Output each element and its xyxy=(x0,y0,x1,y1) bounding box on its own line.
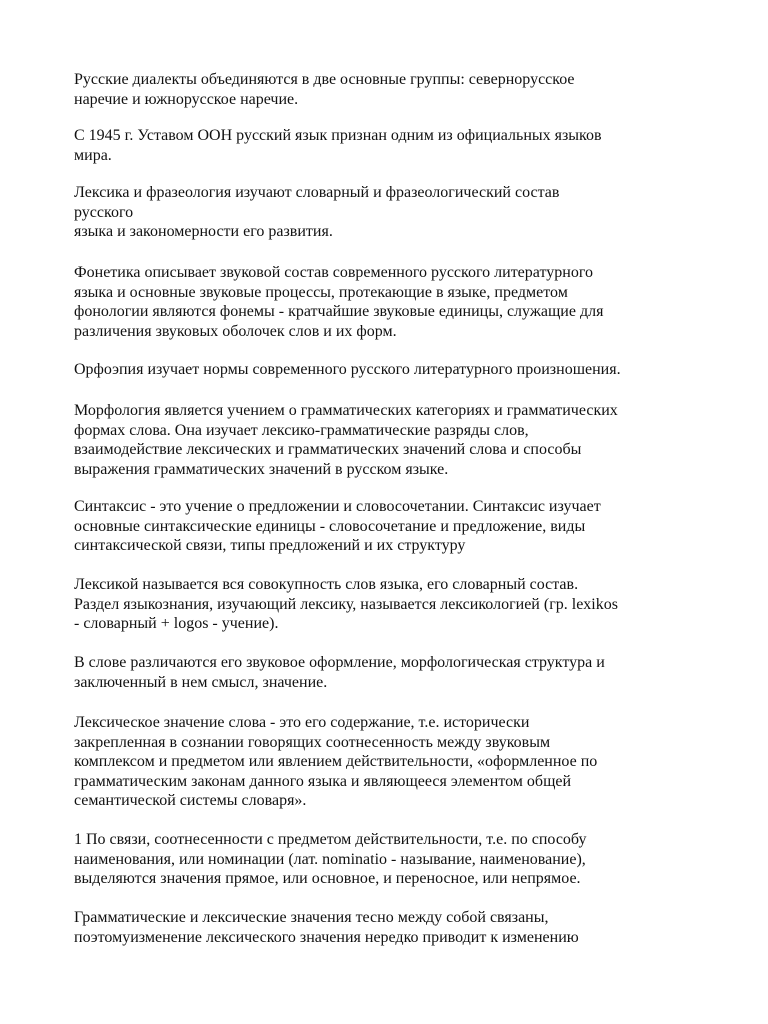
text-line: С 1945 г. Уставом ООН русский язык признан одним из официальных языков xyxy=(74,127,602,144)
paragraph xyxy=(74,497,724,556)
text-line: грамматическим законам данного языка и являющееся элементом общей xyxy=(74,772,572,790)
text-line: заключенный в нем смысл, значение. xyxy=(74,673,328,691)
text-line: синтаксической связи, типы предложений и их структуру xyxy=(74,537,466,554)
paragraph xyxy=(74,70,724,109)
paragraph xyxy=(74,126,724,165)
text-line: наименования, или номинации (лат. nominatio - называние, наименование), xyxy=(74,850,586,868)
text-line: Грамматические и лексические значения тесно между собой связаны, xyxy=(74,909,549,926)
text-line: Русские диалекты объединяются в две основные группы: севернорусское xyxy=(74,71,575,88)
text-line: фонологии являются фонемы - кратчайшие звуковые единицы, служащие для xyxy=(74,303,604,320)
text-line: языка и закономерности его развития. xyxy=(74,223,333,240)
text-line: Лексика и фразеология изучают словарный и фразеологический состав xyxy=(74,184,560,201)
text-line: Орфоэпия изучает нормы современного русского литературного произношения. xyxy=(74,361,621,378)
paragraph xyxy=(74,183,724,242)
paragraph xyxy=(74,575,724,634)
text-line: В слове различаются его звуковое оформление, морфологическая структура и xyxy=(74,654,605,671)
paragraph xyxy=(74,830,724,889)
text-line: различения звуковых оболочек слов и их форм. xyxy=(74,322,397,340)
text-line: выделяются значения прямое, или основное, и переносное, или непрямое. xyxy=(74,870,581,887)
text-line: наречие и южнорусское наречие. xyxy=(74,90,299,108)
text-line: Фонетика описывает звуковой состав современного русского литературного xyxy=(74,264,593,281)
paragraph xyxy=(74,401,724,479)
text-line: Лексикой называется вся совокупность слов языка, его словарный состав. xyxy=(74,576,579,593)
paragraph xyxy=(74,263,724,341)
text-line: комплексом и предметом или явлением действительности, «оформленное по xyxy=(74,753,598,770)
text-line: Лексическое значение слова - это его содержание, т.е. исторически xyxy=(74,714,530,731)
text-line: Синтаксис - это учение о предложении и словосочетании. Синтаксис изучает xyxy=(74,498,601,515)
text-line: выражения грамматических значений в русском языке. xyxy=(74,460,449,478)
text-line: взаимодействие лексических и грамматических значений слова и способы xyxy=(74,441,582,458)
paragraph xyxy=(74,360,724,380)
text-line: Раздел языкознания, изучающий лексику, называется лексикологией (гр. lexikos xyxy=(74,595,618,613)
text-line: основные синтаксические единицы - словосочетание и предложение, виды xyxy=(74,517,586,535)
text-line: - словарный + logos - учение). xyxy=(74,615,279,632)
paragraph xyxy=(74,713,724,811)
text-line: формах слова. Она изучает лексико-грамматические разряды слов, xyxy=(74,421,529,439)
text-line: поэтомуизменение лексического значения нередко приводит к изменению xyxy=(74,928,579,946)
text-line: мира. xyxy=(74,146,112,164)
text-line: Морфология является учением о грамматических категориях и грамматических xyxy=(74,402,618,419)
text-line: семантической системы словаря». xyxy=(74,792,307,809)
text-line: русского xyxy=(74,203,134,221)
text-line: 1 По связи, соотнесенности с предметом действительности, т.е. по способу xyxy=(74,831,587,848)
paragraph xyxy=(74,653,724,692)
text-line: языка и основные звуковые процессы, протекающие в языке, предметом xyxy=(74,283,568,301)
paragraph xyxy=(74,908,724,947)
text-line: закрепленная в сознании говорящих соотнесенность между звуковым xyxy=(74,733,551,751)
